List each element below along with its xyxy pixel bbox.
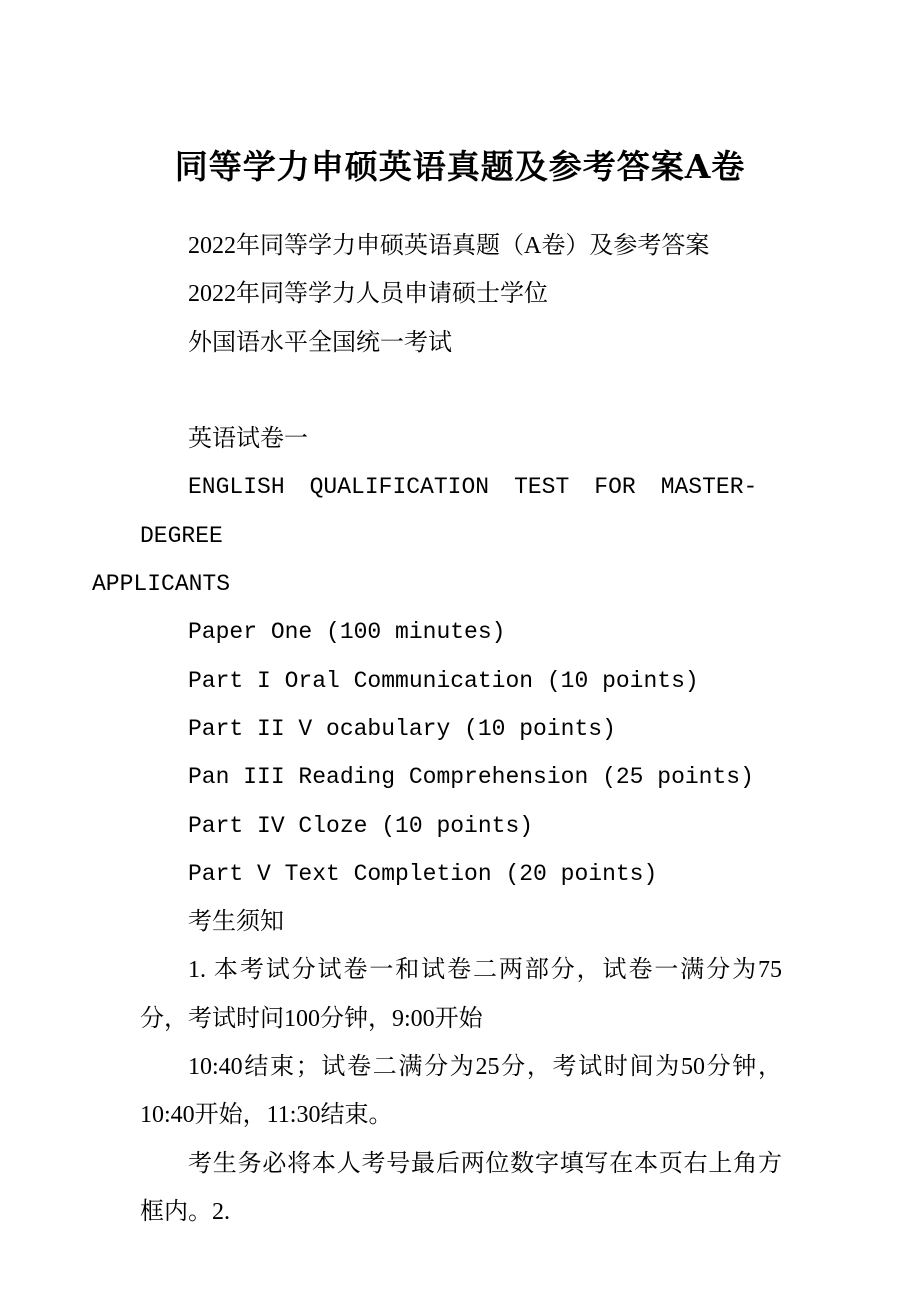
- heading-word: MASTER-DEGREE: [140, 474, 758, 549]
- document-body: [92, 222, 782, 1236]
- paragraph-paper-one: Paper One (100 minutes): [188, 619, 506, 646]
- heading-word: QUALIFICATION: [309, 474, 490, 501]
- blank-line: [140, 367, 782, 415]
- document-title: 同等学力申硕英语真题及参考答案A卷: [174, 147, 746, 186]
- paragraph-english-heading: [92, 463, 782, 608]
- paragraph-part-1: Part I Oral Communication (10 points): [188, 667, 699, 694]
- heading-word: APPLICANTS: [92, 571, 231, 598]
- paragraph-notice-heading: 考生须知: [188, 909, 284, 936]
- paragraph-part-5: Part V Text Completion (20 points): [188, 860, 658, 887]
- paragraph-part-3: Pan III Reading Comprehension (25 points): [188, 764, 754, 791]
- paragraph-exam-title: 2022年同等学力申硕英语真题（A卷）及参考答案: [188, 233, 710, 259]
- paragraph-part-4: Part IV Cloze (10 points): [188, 812, 534, 839]
- heading-word: ENGLISH: [188, 474, 285, 501]
- paragraph-notice-3: 考生务必将本人考号最后两位数字填写在本页右上角方框内。2.: [140, 1150, 782, 1225]
- paragraph-notice-2: 10:40结束；试卷二满分为25分，考试时间为50分钟，10:40开始，11:30结束。: [140, 1054, 782, 1129]
- heading-word: TEST: [514, 474, 570, 501]
- paragraph-paper-label: 英语试卷一: [188, 426, 308, 453]
- paragraph-exam-name: 外国语水平全国统一考试: [188, 329, 452, 356]
- heading-word: FOR: [594, 474, 636, 501]
- paragraph-notice-1: 1. 本考试分试卷一和试卷二两部分，试卷一满分为75分，考试时问100分钟，9:00开始: [140, 957, 782, 1032]
- paragraph-exam-subtitle: 2022年同等学力人员申请硕士学位: [188, 281, 548, 308]
- paragraph-part-2: Part II V ocabulary (10 points): [188, 715, 616, 742]
